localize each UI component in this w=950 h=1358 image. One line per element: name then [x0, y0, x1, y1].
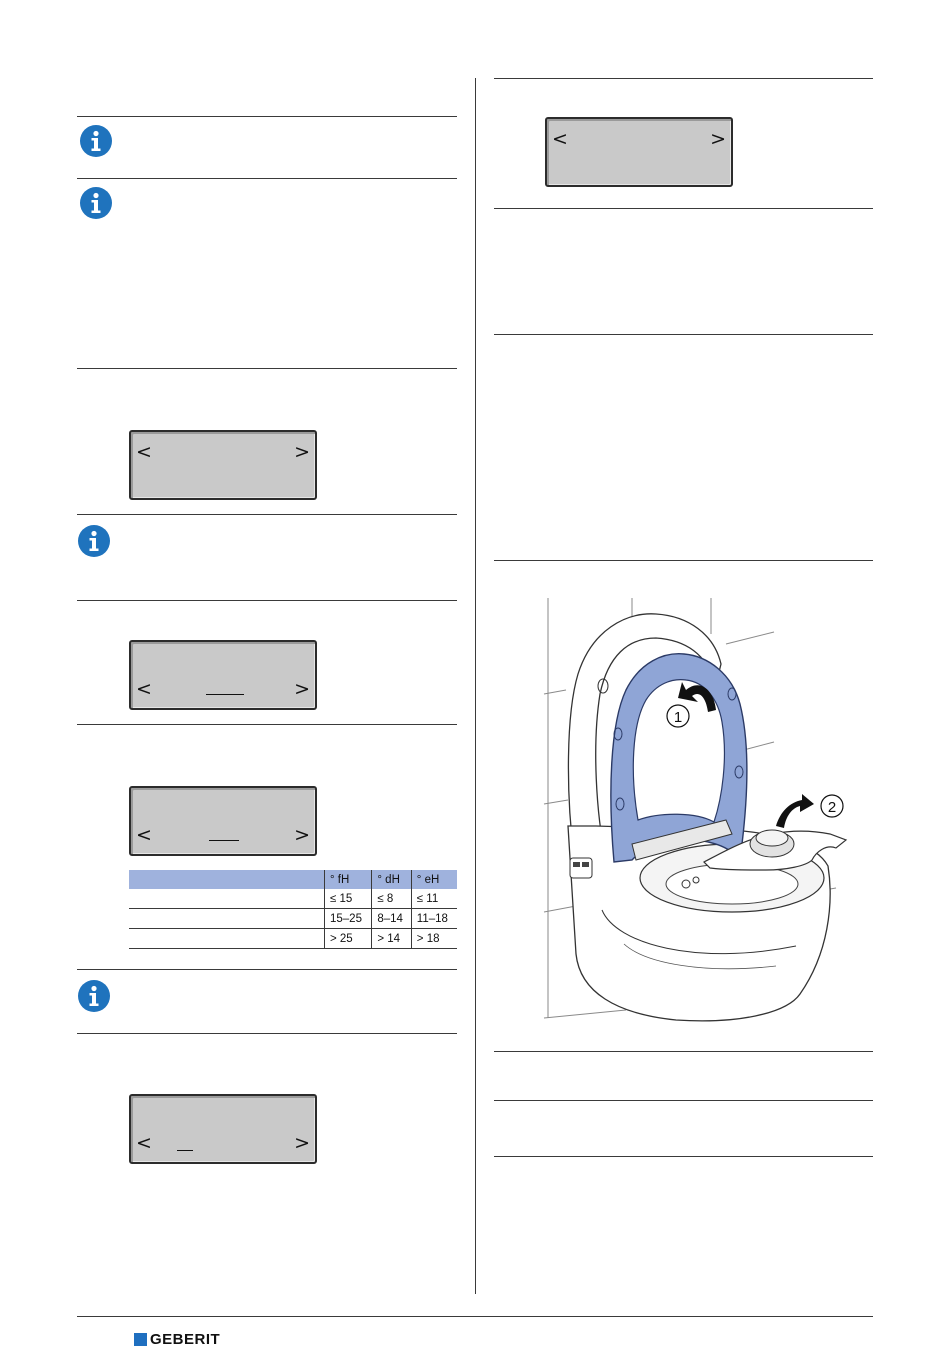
table-cell: > 18	[411, 929, 457, 949]
divider	[77, 514, 457, 515]
chevron-left-icon: <	[136, 678, 152, 700]
divider	[494, 1051, 873, 1052]
divider	[77, 368, 457, 369]
divider	[77, 116, 457, 117]
lcd-display	[129, 786, 317, 856]
divider	[77, 178, 457, 179]
table-cell	[129, 909, 325, 929]
callout-1: 1	[673, 709, 683, 726]
brand-name: GEBERIT	[150, 1330, 221, 1348]
table-row	[129, 929, 457, 949]
divider	[77, 724, 457, 725]
info-icon	[77, 979, 111, 1013]
info-icon	[79, 124, 113, 158]
chevron-left-icon: <	[136, 1132, 152, 1154]
chevron-left-icon: <	[552, 128, 568, 150]
table-cell: > 25	[325, 929, 372, 949]
brand-logo	[134, 1330, 220, 1348]
table-cell: 11–18	[411, 909, 457, 929]
lcd-display	[129, 430, 317, 500]
lcd-cursor	[206, 694, 244, 695]
info-icon	[79, 186, 113, 220]
table-header-cell: ° eH	[411, 870, 457, 889]
table-header-cell: ° fH	[325, 870, 372, 889]
table-cell: ≤ 8	[372, 889, 411, 909]
table-cell: ≤ 15	[325, 889, 372, 909]
chevron-right-icon: >	[294, 1132, 310, 1154]
callout-2: 2	[827, 799, 837, 816]
divider	[494, 1100, 873, 1101]
divider	[494, 1156, 873, 1157]
divider	[494, 78, 873, 79]
lcd-display	[545, 117, 733, 187]
chevron-right-icon: >	[294, 678, 310, 700]
table-cell: 15–25	[325, 909, 372, 929]
footer-divider	[77, 1316, 873, 1317]
water-hardness-table	[129, 870, 457, 949]
divider	[494, 560, 873, 561]
lcd-cursor	[209, 840, 239, 841]
logo-square-icon	[134, 1333, 147, 1346]
divider	[494, 334, 873, 335]
table-header-row	[129, 870, 457, 889]
table-cell	[129, 929, 325, 949]
lcd-display	[129, 1094, 317, 1164]
table-header-cell	[129, 870, 325, 889]
divider	[494, 208, 873, 209]
chevron-left-icon: <	[136, 441, 152, 463]
column-divider	[475, 78, 476, 1294]
table-row	[129, 889, 457, 909]
table-cell	[129, 889, 325, 909]
chevron-right-icon: >	[710, 128, 726, 150]
table-cell: > 14	[372, 929, 411, 949]
divider	[77, 969, 457, 970]
lcd-display	[129, 640, 317, 710]
table-cell: ≤ 11	[411, 889, 457, 909]
chevron-right-icon: >	[294, 441, 310, 463]
chevron-left-icon: <	[136, 824, 152, 846]
toilet-seat-removal-illustration	[536, 594, 866, 1030]
divider	[77, 600, 457, 601]
info-icon	[77, 524, 111, 558]
arrow-remove-cover	[776, 794, 814, 828]
chevron-right-icon: >	[294, 824, 310, 846]
divider	[77, 1033, 457, 1034]
table-cell: 8–14	[372, 909, 411, 929]
table-row	[129, 909, 457, 929]
lcd-cursor	[177, 1150, 193, 1151]
table-header-cell: ° dH	[372, 870, 411, 889]
